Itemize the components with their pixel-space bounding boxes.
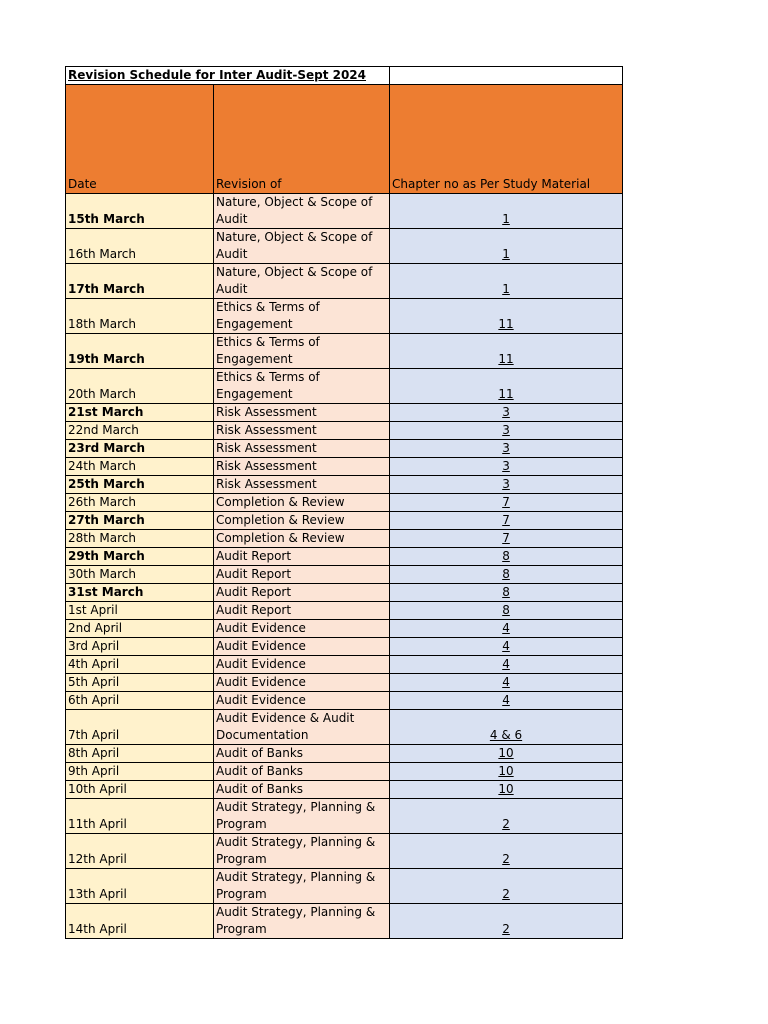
chapter-link[interactable]: 3 bbox=[390, 458, 623, 476]
table-row bbox=[66, 299, 623, 334]
date-cell[interactable]: 14th April bbox=[66, 904, 214, 939]
revision-cell[interactable]: Audit Evidence bbox=[214, 656, 390, 674]
header-date[interactable]: Date bbox=[66, 85, 214, 194]
revision-cell[interactable]: Risk Assessment bbox=[214, 422, 390, 440]
revision-cell[interactable]: Risk Assessment bbox=[214, 458, 390, 476]
revision-cell[interactable]: Audit Report bbox=[214, 584, 390, 602]
chapter-link[interactable]: 4 bbox=[390, 638, 623, 656]
header-row bbox=[66, 85, 623, 194]
chapter-link[interactable]: 11 bbox=[390, 299, 623, 334]
date-cell[interactable]: 3rd April bbox=[66, 638, 214, 656]
date-cell[interactable]: 28th March bbox=[66, 530, 214, 548]
chapter-link[interactable]: 11 bbox=[390, 334, 623, 369]
revision-cell[interactable]: Audit Strategy, Planning & Program bbox=[214, 869, 390, 904]
chapter-link[interactable]: 3 bbox=[390, 404, 623, 422]
table-row bbox=[66, 264, 623, 299]
date-cell[interactable]: 1st April bbox=[66, 602, 214, 620]
date-cell[interactable]: 15th March bbox=[66, 194, 214, 229]
revision-cell[interactable]: Risk Assessment bbox=[214, 476, 390, 494]
chapter-link[interactable]: 8 bbox=[390, 584, 623, 602]
table-row bbox=[66, 334, 623, 369]
date-cell[interactable]: 20th March bbox=[66, 369, 214, 404]
chapter-link[interactable]: 11 bbox=[390, 369, 623, 404]
table-row bbox=[66, 548, 623, 566]
chapter-link[interactable]: 4 bbox=[390, 620, 623, 638]
date-cell[interactable]: 5th April bbox=[66, 674, 214, 692]
chapter-link[interactable]: 1 bbox=[390, 194, 623, 229]
table-row bbox=[66, 476, 623, 494]
date-cell[interactable]: 8th April bbox=[66, 745, 214, 763]
revision-cell[interactable]: Nature, Object & Scope of Audit bbox=[214, 194, 390, 229]
revision-cell[interactable]: Risk Assessment bbox=[214, 404, 390, 422]
chapter-link[interactable]: 3 bbox=[390, 440, 623, 458]
table-row bbox=[66, 566, 623, 584]
header-chapter[interactable]: Chapter no as Per Study Material bbox=[390, 85, 623, 194]
table-row bbox=[66, 458, 623, 476]
chapter-link[interactable]: 4 bbox=[390, 656, 623, 674]
revision-cell[interactable]: Ethics & Terms of Engagement bbox=[214, 334, 390, 369]
revision-cell[interactable]: Completion & Review bbox=[214, 512, 390, 530]
chapter-link[interactable]: 1 bbox=[390, 264, 623, 299]
table-row bbox=[66, 194, 623, 229]
table-row bbox=[66, 656, 623, 674]
title-row bbox=[66, 67, 623, 85]
date-cell[interactable]: 2nd April bbox=[66, 620, 214, 638]
table-row bbox=[66, 404, 623, 422]
date-cell[interactable]: 21st March bbox=[66, 404, 214, 422]
date-cell[interactable]: 17th March bbox=[66, 264, 214, 299]
revision-cell[interactable]: Nature, Object & Scope of Audit bbox=[214, 229, 390, 264]
date-cell[interactable]: 31st March bbox=[66, 584, 214, 602]
blank-cell[interactable] bbox=[390, 67, 623, 85]
sheet-title[interactable]: Revision Schedule for Inter Audit-Sept 2024 bbox=[66, 67, 390, 85]
date-cell[interactable]: 12th April bbox=[66, 834, 214, 869]
chapter-link[interactable]: 2 bbox=[390, 834, 623, 869]
table-row bbox=[66, 763, 623, 781]
revision-cell[interactable]: Completion & Review bbox=[214, 494, 390, 512]
table-row bbox=[66, 512, 623, 530]
date-cell[interactable]: 27th March bbox=[66, 512, 214, 530]
chapter-link[interactable]: 2 bbox=[390, 904, 623, 939]
chapter-link[interactable]: 7 bbox=[390, 530, 623, 548]
date-cell[interactable]: 19th March bbox=[66, 334, 214, 369]
date-cell[interactable]: 25th March bbox=[66, 476, 214, 494]
table-row bbox=[66, 674, 623, 692]
revision-cell[interactable]: Audit Report bbox=[214, 602, 390, 620]
revision-cell[interactable]: Audit Evidence & Audit Documentation bbox=[214, 710, 390, 745]
chapter-link[interactable]: 4 bbox=[390, 692, 623, 710]
date-cell[interactable]: 11th April bbox=[66, 799, 214, 834]
chapter-link[interactable]: 7 bbox=[390, 494, 623, 512]
table-row bbox=[66, 422, 623, 440]
revision-cell[interactable]: Ethics & Terms of Engagement bbox=[214, 299, 390, 334]
chapter-link[interactable]: 10 bbox=[390, 763, 623, 781]
date-cell[interactable]: 26th March bbox=[66, 494, 214, 512]
table-row bbox=[66, 369, 623, 404]
date-cell[interactable]: 22nd March bbox=[66, 422, 214, 440]
table-row bbox=[66, 745, 623, 763]
chapter-link[interactable]: 10 bbox=[390, 745, 623, 763]
date-cell[interactable]: 9th April bbox=[66, 763, 214, 781]
date-cell[interactable]: 30th March bbox=[66, 566, 214, 584]
date-cell[interactable]: 10th April bbox=[66, 781, 214, 799]
date-cell[interactable]: 4th April bbox=[66, 656, 214, 674]
table-row bbox=[66, 781, 623, 799]
revision-cell[interactable]: Audit Report bbox=[214, 548, 390, 566]
revision-cell[interactable]: Ethics & Terms of Engagement bbox=[214, 369, 390, 404]
table-row bbox=[66, 834, 623, 869]
chapter-link[interactable]: 8 bbox=[390, 548, 623, 566]
table-row bbox=[66, 799, 623, 834]
revision-cell[interactable]: Completion & Review bbox=[214, 530, 390, 548]
chapter-link[interactable]: 2 bbox=[390, 799, 623, 834]
chapter-link[interactable]: 1 bbox=[390, 229, 623, 264]
table-row bbox=[66, 638, 623, 656]
header-revision[interactable]: Revision of bbox=[214, 85, 390, 194]
chapter-link[interactable]: 3 bbox=[390, 422, 623, 440]
chapter-link[interactable]: 3 bbox=[390, 476, 623, 494]
revision-cell[interactable]: Audit Strategy, Planning & Program bbox=[214, 799, 390, 834]
schedule-table bbox=[65, 66, 623, 939]
revision-cell[interactable]: Audit Evidence bbox=[214, 638, 390, 656]
chapter-link[interactable]: 8 bbox=[390, 566, 623, 584]
table-row bbox=[66, 229, 623, 264]
chapter-link[interactable]: 4 bbox=[390, 674, 623, 692]
table-row bbox=[66, 710, 623, 745]
chapter-link[interactable]: 2 bbox=[390, 869, 623, 904]
table-row bbox=[66, 904, 623, 939]
revision-cell[interactable]: Audit of Banks bbox=[214, 745, 390, 763]
chapter-link[interactable]: 4 & 6 bbox=[390, 710, 623, 745]
revision-cell[interactable]: Audit Evidence bbox=[214, 620, 390, 638]
table-row bbox=[66, 692, 623, 710]
date-cell[interactable]: 24th March bbox=[66, 458, 214, 476]
table-row bbox=[66, 530, 623, 548]
revision-cell[interactable]: Risk Assessment bbox=[214, 440, 390, 458]
revision-cell[interactable]: Audit of Banks bbox=[214, 763, 390, 781]
date-cell[interactable]: 6th April bbox=[66, 692, 214, 710]
revision-cell[interactable]: Audit Strategy, Planning & Program bbox=[214, 834, 390, 869]
date-cell[interactable]: 7th April bbox=[66, 710, 214, 745]
revision-cell[interactable]: Audit Report bbox=[214, 566, 390, 584]
revision-cell[interactable]: Audit Evidence bbox=[214, 692, 390, 710]
date-cell[interactable]: 29th March bbox=[66, 548, 214, 566]
chapter-link[interactable]: 10 bbox=[390, 781, 623, 799]
table-row bbox=[66, 602, 623, 620]
revision-cell[interactable]: Nature, Object & Scope of Audit bbox=[214, 264, 390, 299]
table-row bbox=[66, 440, 623, 458]
revision-cell[interactable]: Audit of Banks bbox=[214, 781, 390, 799]
date-cell[interactable]: 23rd March bbox=[66, 440, 214, 458]
table-row bbox=[66, 584, 623, 602]
revision-cell[interactable]: Audit Strategy, Planning & Program bbox=[214, 904, 390, 939]
table-row bbox=[66, 494, 623, 512]
chapter-link[interactable]: 7 bbox=[390, 512, 623, 530]
date-cell[interactable]: 13th April bbox=[66, 869, 214, 904]
chapter-link[interactable]: 8 bbox=[390, 602, 623, 620]
table-row bbox=[66, 620, 623, 638]
date-cell[interactable]: 18th March bbox=[66, 299, 214, 334]
table-row bbox=[66, 869, 623, 904]
date-cell[interactable]: 16th March bbox=[66, 229, 214, 264]
revision-cell[interactable]: Audit Evidence bbox=[214, 674, 390, 692]
